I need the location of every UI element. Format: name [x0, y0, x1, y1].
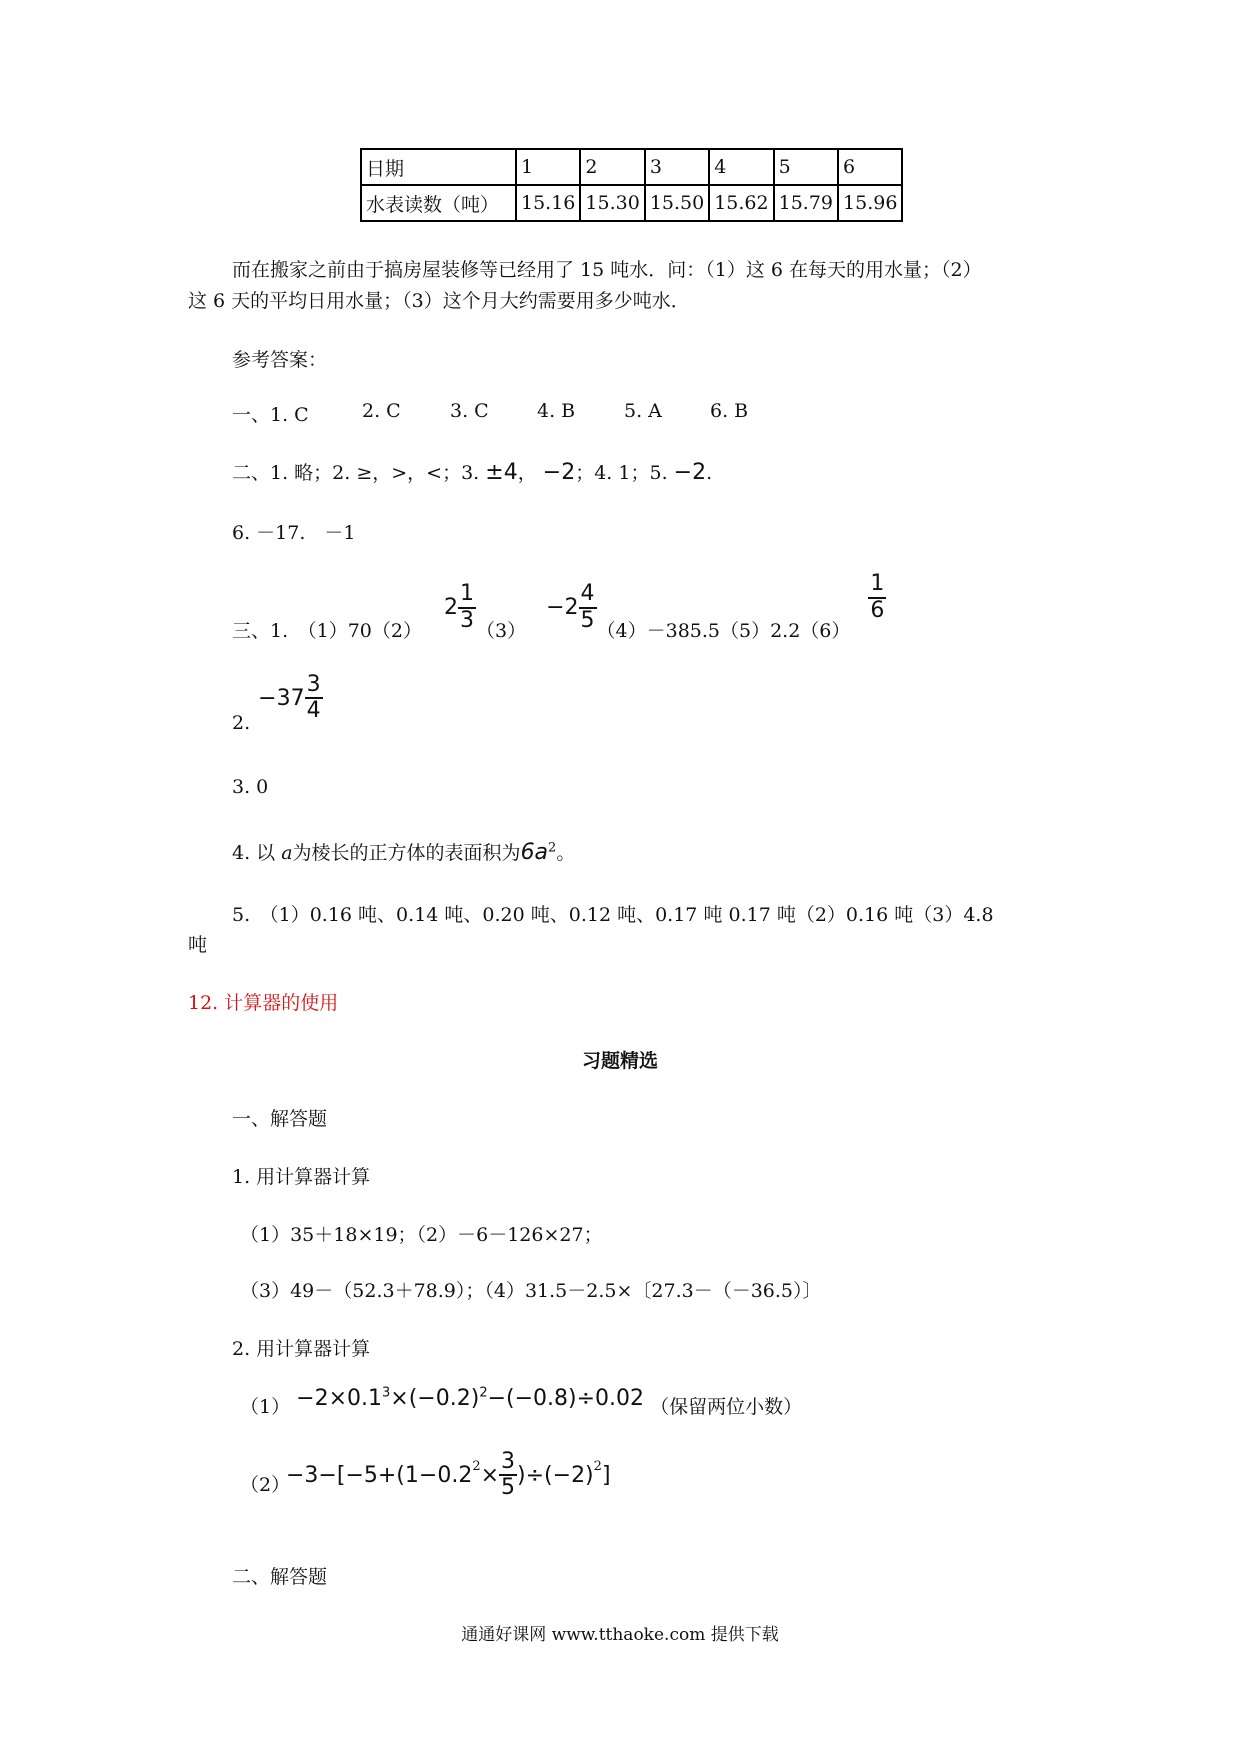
superscript: 2 [472, 1458, 481, 1474]
paragraph-line: 而在搬家之前由于搞房屋装修等已经用了 15 吨水．问：（1）这 6 在每天的用水量；（2） [232, 259, 982, 281]
question-part: （3）49－（52.3＋78.9）；（4）31.5－2.5×〔27.3－（－36.5）〕 [240, 1280, 822, 1302]
superscript: 2 [593, 1458, 602, 1474]
footer: 通通好课网 www.tthaoke.com 提供下载 [461, 1625, 779, 1645]
answer-text: 。 [556, 842, 576, 864]
fraction-numerator: 4 [580, 581, 595, 607]
superscript: 3 [382, 1385, 391, 1401]
math-expression [286, 1450, 611, 1500]
fraction [868, 572, 886, 622]
math-segment: )÷(−2) [517, 1462, 594, 1488]
answer-section-2 [232, 458, 712, 485]
fraction [458, 582, 476, 632]
fraction-denominator: 4 [306, 698, 321, 723]
math-expression: −2 [673, 460, 707, 485]
answer-text: （3） [475, 620, 527, 642]
paragraph-line: 这 6 天的平均日用水量；（3）这个月大约需要用多少吨水． [188, 290, 690, 312]
superscript: 2 [548, 840, 557, 856]
answer-text: . [706, 462, 713, 484]
table-cell: 15.16 [516, 185, 580, 221]
answer-text: 为棱长的正方体的表面积为 [292, 842, 521, 864]
answer-4: 4. B [537, 400, 576, 422]
answer-text: 2. [232, 712, 251, 734]
table-cell: 5 [774, 149, 838, 185]
part-heading: 二、解答题 [232, 1566, 328, 1588]
table-cell: 15.79 [774, 185, 838, 221]
fraction [579, 582, 597, 632]
answer-text: （4）－385.5（5）2.2（6） [596, 620, 851, 642]
exercise-title: 习题精选 [581, 1050, 658, 1072]
math-segment: −2×0.1 [296, 1386, 382, 1411]
fraction-numerator: 1 [870, 571, 885, 597]
math-segment: −(−0.8)÷0.02 [487, 1386, 645, 1411]
question-part [240, 1470, 290, 1497]
table-cell: 6 [838, 149, 902, 185]
table-cell: 1 [516, 149, 580, 185]
answer-section-3-2 [232, 672, 323, 734]
question: 1. 用计算器计算 [232, 1166, 371, 1188]
math-expression: 6a [520, 840, 549, 865]
answer-text: （2） [240, 1474, 291, 1496]
table-row [361, 185, 902, 221]
answer-section-3-3: 3. 0 [232, 776, 269, 798]
table-cell: 4 [709, 149, 773, 185]
question-part: （1）35＋18×19；（2）－6－126×27； [240, 1224, 603, 1246]
mixed-number-whole: −2 [546, 595, 579, 620]
table-cell: 3 [645, 149, 709, 185]
fraction-denominator: 6 [870, 597, 885, 623]
note: （保留两位小数） [650, 1396, 803, 1418]
fraction-numerator: 3 [306, 671, 321, 697]
question: 2. 用计算器计算 [232, 1338, 371, 1360]
table-cell: 15.50 [645, 185, 709, 221]
water-meter-table [360, 148, 903, 222]
answer-section-3-1 [232, 572, 886, 643]
answer-section-3-5: 5. （1）0.16 吨、0.14 吨、0.20 吨、0.12 吨、0.17 吨 0.17 吨（2）0.16 吨（3）4.8 [232, 904, 994, 926]
section-title: 12. 计算器的使用 [188, 992, 339, 1014]
fraction-denominator: 5 [580, 607, 595, 633]
table-cell: 15.96 [838, 185, 902, 221]
answer-text: ， [517, 462, 537, 484]
answer-text: （1） [240, 1396, 291, 1418]
table-cell: 15.62 [709, 185, 773, 221]
table-cell: 15.30 [580, 185, 644, 221]
answer-text: 4. 以 [232, 842, 276, 864]
answer-text: 三、1. （1）70（2） [232, 620, 422, 642]
answer-6: 6. B [710, 400, 749, 422]
fraction [305, 673, 323, 723]
math-expression: ±4 [485, 460, 518, 485]
math-segment: −3−[−5+(1−0.2 [286, 1462, 473, 1488]
math-segment: ×(−0.2) [390, 1386, 480, 1411]
math-segment: ] [601, 1462, 611, 1488]
table-cell: 日期 [361, 149, 516, 185]
math-expression [296, 1386, 644, 1411]
fraction-numerator: 1 [459, 581, 474, 607]
answer-section-3-5: 吨 [188, 934, 208, 956]
answer-text: ；4. 1；5. [575, 462, 668, 484]
answer-1: 一、1. C [232, 404, 309, 426]
answer-3: 3. C [450, 400, 489, 422]
table-row [361, 149, 902, 185]
answer-text: 二、1. 略；2. ≥，>，<；3. [232, 462, 480, 484]
part-heading: 一、解答题 [232, 1108, 328, 1130]
table-cell: 2 [580, 149, 644, 185]
answer-section-3-4 [232, 838, 575, 865]
superscript: 2 [479, 1385, 488, 1401]
math-segment: × [480, 1462, 500, 1488]
mixed-number-whole: 2 [443, 595, 458, 620]
answer-2: 2. C [362, 400, 401, 422]
answers-title: 参考答案： [232, 349, 328, 371]
fraction-denominator: 5 [501, 1475, 516, 1501]
mixed-number-whole: −37 [258, 685, 305, 711]
answer-section-2-6: 6. －17. －1 [232, 522, 356, 544]
math-expression: −2 [542, 460, 576, 485]
variable: a [281, 842, 293, 864]
question-part [240, 1385, 803, 1419]
fraction-denominator: 3 [459, 607, 474, 633]
answer-5: 5. A [624, 400, 662, 422]
fraction [499, 1450, 517, 1500]
table-cell: 水表读数（吨） [361, 185, 516, 221]
fraction-numerator: 3 [501, 1449, 516, 1474]
